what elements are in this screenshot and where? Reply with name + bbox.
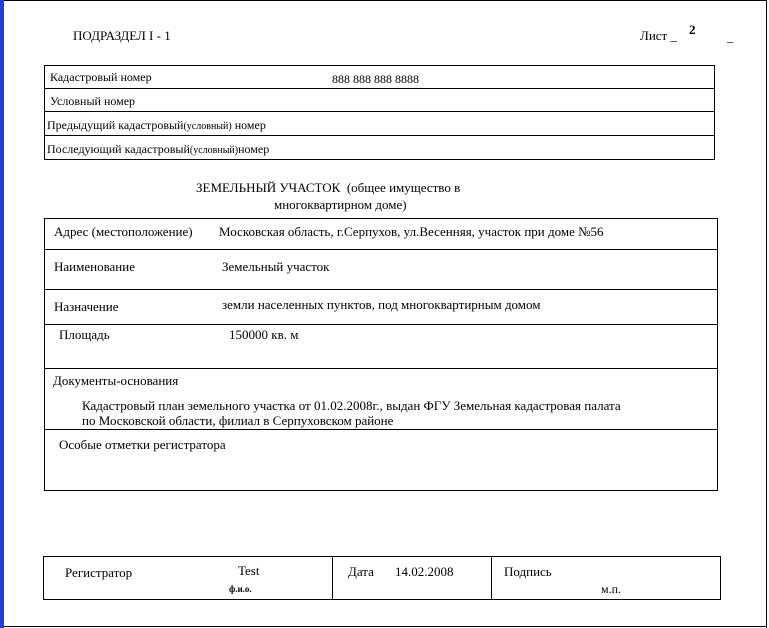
cadastral-number-value: 888 888 888 8888 — [332, 72, 419, 86]
conditional-number-label: Условный номер — [50, 94, 136, 108]
section-title-line2: многоквартирном доме) — [274, 197, 407, 212]
row-divider — [44, 368, 718, 369]
fio-caption: ф.и.о. — [229, 584, 252, 594]
previous-cadastral-tail: номер — [231, 118, 266, 132]
next-cadastral-label — [47, 142, 269, 158]
left-border-bar — [0, 0, 4, 628]
name-value: Земельный участок — [222, 259, 330, 274]
next-cadastral-main: Последующий кадастровый — [47, 142, 190, 156]
row-divider — [44, 88, 715, 89]
row-divider — [44, 249, 718, 250]
row-divider — [44, 111, 715, 112]
next-cadastral-tail: номер — [238, 142, 270, 156]
stamp-label: м.п. — [601, 582, 622, 596]
sheet-number: 2 — [689, 22, 696, 37]
previous-cadastral-main: Предыдущий кадастровый — [47, 118, 184, 132]
next-cadastral-small: (условный) — [189, 145, 239, 156]
registrar-label: Регистратор — [65, 565, 133, 580]
cadastral-number-label: Кадастровый номер — [50, 70, 152, 84]
bottom-border — [4, 626, 767, 627]
purpose-label: Назначение — [54, 299, 119, 314]
section-title-line1 — [196, 180, 460, 196]
sheet-suffix: _ — [727, 29, 734, 44]
area-value: 150000 кв. м — [229, 327, 299, 342]
signature-label: Подпись — [504, 564, 552, 579]
right-border — [766, 0, 767, 628]
column-divider — [491, 556, 492, 600]
address-label: Адрес (местоположение) — [54, 224, 193, 239]
name-label: Наименование — [54, 259, 135, 274]
top-border — [4, 0, 767, 1]
docs-label: Документы-основания — [53, 373, 179, 388]
row-divider — [44, 429, 718, 430]
purpose-value: земли населенных пунктов, под многоквартирным домом — [222, 297, 541, 312]
date-label: Дата — [348, 564, 374, 579]
row-divider — [44, 135, 715, 136]
previous-cadastral-small: (условный) — [183, 121, 232, 132]
registrar-name: Test — [238, 563, 260, 578]
row-divider — [44, 289, 718, 290]
registrar-notes-label: Особые отметки регистратора — [59, 437, 226, 452]
subsection-title: ПОДРАЗДЕЛ I - 1 — [73, 28, 171, 43]
row-divider — [44, 324, 718, 325]
column-divider — [332, 556, 333, 600]
sheet-label: Лист _ — [640, 28, 677, 43]
address-value: Московская область, г.Серпухов, ул.Весенняя, участок при доме №56 — [219, 224, 604, 239]
area-label: Площадь — [59, 327, 110, 342]
docs-text-line2: по Московской области, филиал в Серпуховском районе — [82, 413, 394, 428]
docs-text-line1: Кадастровый план земельного участка от 01.02.2008г., выдан ФГУ Земельная кадастровая палата — [82, 398, 621, 413]
section-title-main: ЗЕМЕЛЬНЫЙ УЧАСТОК — [196, 180, 341, 195]
date-value: 14.02.2008 — [395, 564, 454, 579]
section-title-note: (общее имущество в — [346, 180, 461, 195]
previous-cadastral-label — [47, 118, 266, 134]
